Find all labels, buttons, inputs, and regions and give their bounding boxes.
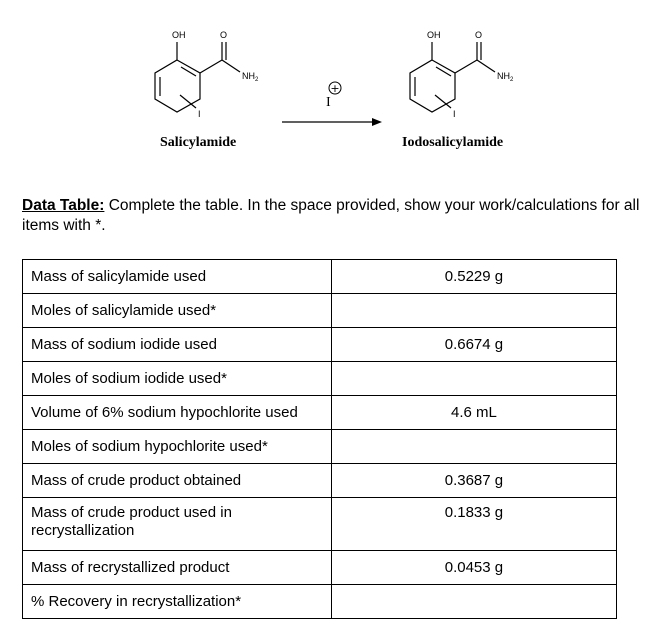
row-value[interactable] [331,362,616,396]
table-row [23,551,617,585]
reactant-oh-label: OH [172,30,186,40]
reactant-o-label: O [220,30,228,40]
row-value[interactable]: 0.0453 g [331,551,616,585]
table-row [23,464,617,498]
table-row [23,396,617,430]
reactant-name: Salicylamide [160,135,237,150]
instructions-text: Complete the table. In the space provided, show your work/calculations for all items with *. [22,197,640,234]
product-name: Iodosalicylamide [402,135,504,150]
row-value[interactable] [331,294,616,328]
row-label: Moles of sodium hypochlorite used* [23,430,332,464]
row-label: Mass of sodium iodide used [23,328,332,362]
row-label: Moles of sodium iodide used* [23,362,332,396]
instructions [22,196,647,236]
reactant-nh2-label: $NH_2$ [242,71,259,83]
reactant-iodine-label: I [198,109,201,119]
plus-charge-sign: + [330,82,340,95]
row-label: Moles of salicylamide used* [23,294,332,328]
reaction-arrow [282,118,382,126]
table-row [23,294,617,328]
instructions-lead: Data Table: [22,197,105,214]
row-label: Mass of salicylamide used [23,260,332,294]
table-row [23,362,617,396]
row-label: Mass of crude product obtained [23,464,332,498]
row-value[interactable]: 0.5229 g [331,260,616,294]
table-row [23,328,617,362]
row-label: % Recovery in recrystallization* [23,585,332,619]
row-value[interactable] [331,585,616,619]
row-label: Mass of recrystallized product [23,551,332,585]
table-row [23,498,617,551]
product-iodine-label: I [453,109,456,119]
iodonium-reagent: I [326,95,331,110]
reaction-scheme [0,0,652,170]
row-value[interactable]: 4.6 mL [331,396,616,430]
row-value[interactable]: 0.3687 g [331,464,616,498]
iodosalicylamide-structure [410,42,495,112]
product-oh-label: OH [427,30,441,40]
product-nh2-label: $NH_2$ [497,71,514,83]
table-row [23,430,617,464]
row-value[interactable]: 0.1833 g [331,498,616,551]
row-value[interactable]: 0.6674 g [331,328,616,362]
product-o-label: O [475,30,483,40]
row-label: Volume of 6% sodium hypochlorite used [23,396,332,430]
row-label: Mass of crude product used in recrystallization [23,498,332,551]
row-value[interactable] [331,430,616,464]
salicylamide-structure [155,42,240,112]
data-table [22,259,617,619]
table-row [23,585,617,619]
table-row [23,260,617,294]
